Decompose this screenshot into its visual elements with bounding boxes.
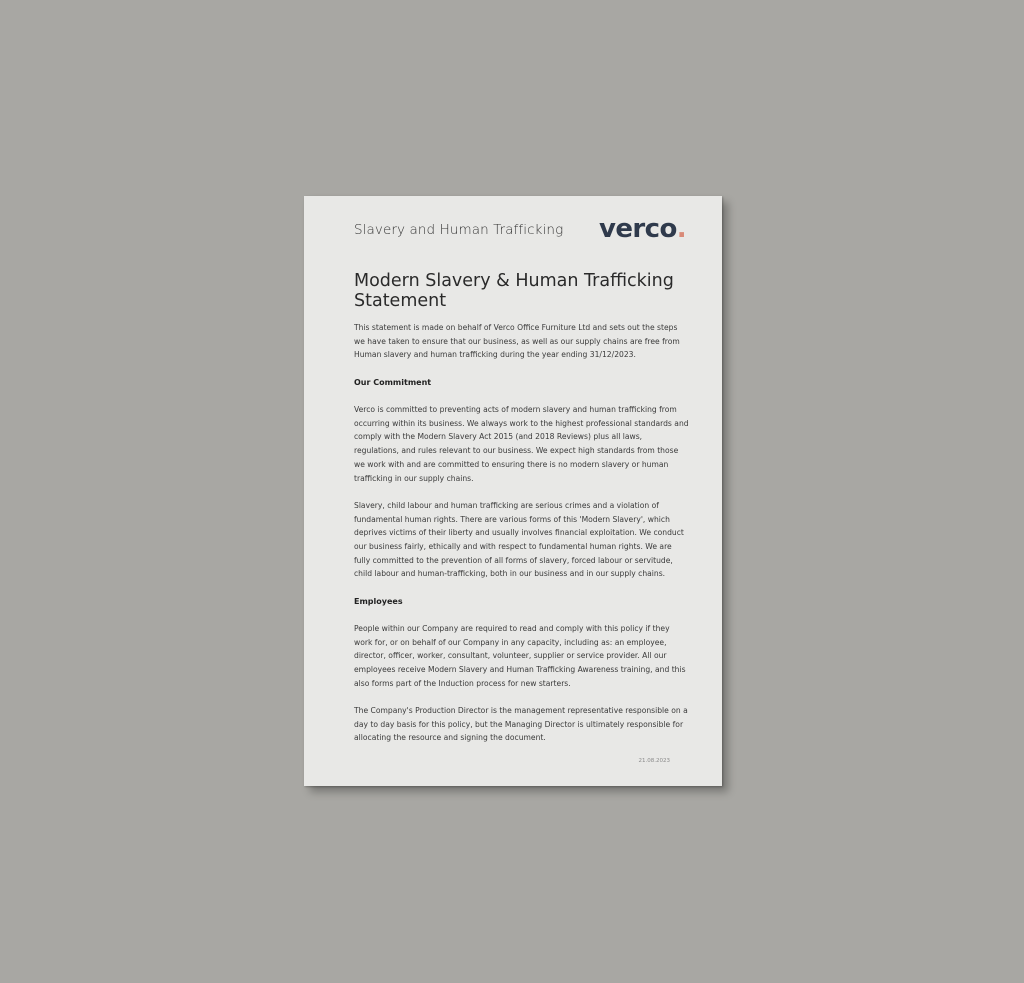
document-title: Modern Slavery & Human Trafficking Statement: [354, 271, 674, 311]
verco-logo: [599, 214, 686, 244]
document-body: [354, 321, 689, 759]
logo-text: verco: [599, 214, 677, 244]
section-heading-employees: Employees: [354, 596, 403, 606]
logo-dot: .: [676, 214, 686, 244]
employees-paragraph-2: The Company's Production Director is the management representative responsible on a day to day basis for this policy, but the Managing Director is ultimately responsible for allocating the resource and signing the document.: [354, 706, 688, 743]
employees-paragraph-1: People within our Company are required to read and comply with this policy if they work for, or on behalf of our Company in any capacity, including as: an employee, director, officer, worker, consultant, volunteer, supplier or service provider. All our employees receive Modern Slavery and Human Trafficking Awareness training, and this also forms part of the Induction process for new starters.: [354, 623, 686, 688]
document-page: [304, 196, 722, 786]
header-title: Slavery and Human Trafficking: [354, 222, 564, 238]
intro-paragraph: This statement is made on behalf of Verco Office Furniture Ltd and sets out the steps we have taken to ensure that our business, as well as our supply chains are free from Human slavery and human trafficking during the year ending 31/12/2023.: [354, 323, 680, 360]
footer-date: 21.08.2023: [638, 758, 670, 764]
page-header: [354, 216, 686, 246]
commitment-paragraph-1: Verco is committed to preventing acts of modern slavery and human trafficking from occurring within its business. We always work to the highest professional standards and comply with the Modern Slavery Act 2015 (and 2018 Reviews) plus all laws, regulations, and rules relevant to our business. We expect high standards from those we work with and are committed to ensuring there is no modern slavery or human trafficking in our supply chains.: [354, 405, 689, 483]
section-heading-commitment: Our Commitment: [354, 377, 432, 387]
commitment-paragraph-2: Slavery, child labour and human trafficking are serious crimes and a violation of fundamental human rights. There are various forms of this 'Modern Slavery', which deprives victims of their liberty and usually involves financial exploitation. We conduct our business fairly, ethically and with respect to fundamental human rights. We are fully committed to the prevention of all forms of slavery, forced labour or servitude, child labour and human-trafficking, both in our business and in our supply chains.: [354, 500, 684, 579]
